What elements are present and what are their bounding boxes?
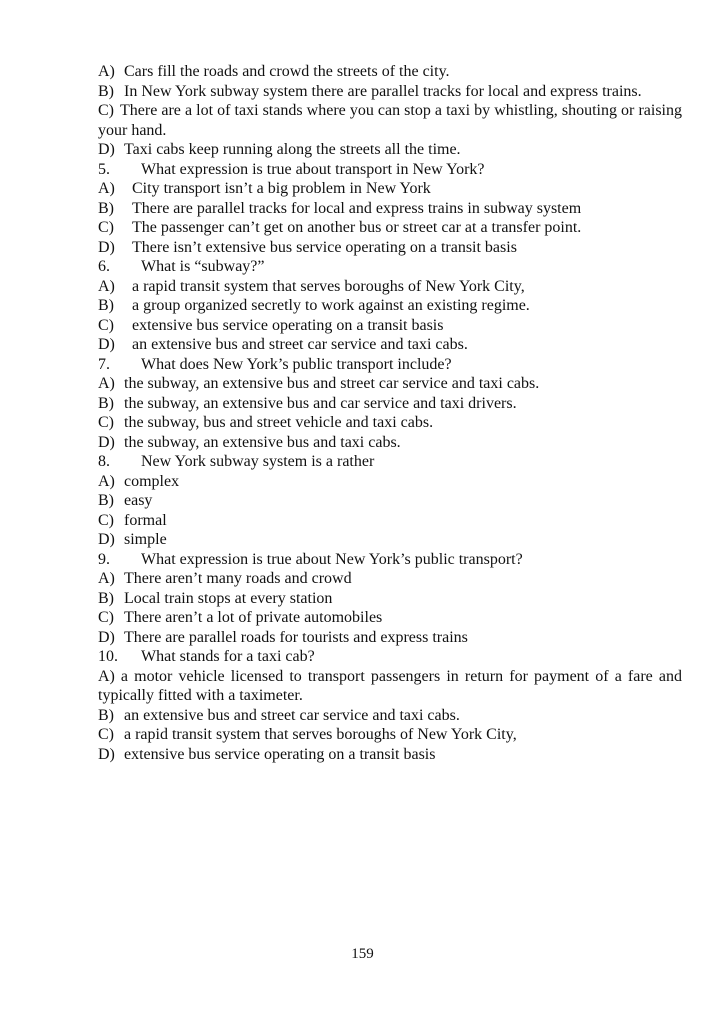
option-text: a motor vehicle licensed to transport passengers in return for payment of a fare and typically fitted with a taximeter. [98, 667, 682, 704]
q6-option-c [98, 316, 682, 336]
question-number: 6. [98, 258, 110, 275]
question-text: What does New York’s public transport include? [141, 355, 452, 373]
option-text: There isn’t extensive bus service operating on a transit basis [132, 238, 517, 256]
question-7 [98, 355, 682, 375]
document-body [98, 62, 682, 764]
q7-option-d [98, 433, 682, 453]
q5-option-c [98, 218, 682, 238]
q9-option-c [98, 608, 682, 628]
option-text: There are parallel roads for tourists and express trains [124, 628, 468, 646]
option-text: a rapid transit system that serves boroughs of New York City, [124, 726, 517, 743]
question-number: 7. [98, 355, 110, 373]
option-label: C) [98, 726, 114, 743]
option-text: simple [124, 531, 167, 548]
q8-option-b [98, 491, 682, 511]
option-text: There aren’t many roads and crowd [124, 570, 352, 587]
q9-option-a [98, 569, 682, 589]
option-label: D) [98, 433, 115, 451]
option-text: an extensive bus and street car service and taxi cabs. [124, 706, 460, 724]
option-text: City transport isn’t a big problem in New York [132, 180, 431, 197]
option-label: B) [98, 589, 114, 607]
question-10 [98, 647, 682, 667]
option-text: a group organized secretly to work against an existing regime. [132, 297, 530, 314]
q4-option-a [98, 62, 682, 82]
option-text: extensive bus service operating on a transit basis [124, 745, 436, 763]
option-label: C) [98, 414, 114, 431]
option-text: There are parallel tracks for local and express trains in subway system [132, 199, 582, 217]
option-label: C) [98, 316, 114, 334]
question-text: What expression is true about transport in New York? [141, 160, 485, 178]
question-text: What expression is true about New York’s public transport? [141, 550, 523, 568]
question-9 [98, 550, 682, 570]
q10-option-a [98, 667, 682, 706]
option-label: B) [98, 394, 114, 412]
option-text: The passenger can’t get on another bus or street car at a transfer point. [132, 219, 582, 236]
q5-option-a [98, 179, 682, 199]
q8-option-a [98, 472, 682, 492]
q7-option-a [98, 374, 682, 394]
question-text: New York subway system is a rather [141, 453, 375, 470]
option-label: D) [98, 336, 115, 353]
option-label: D) [98, 141, 115, 158]
q8-option-d [98, 530, 682, 550]
option-label: A) [98, 180, 115, 197]
q10-option-d [98, 745, 682, 765]
q9-option-d [98, 628, 682, 648]
option-label: C) [98, 102, 114, 119]
option-text: Taxi cabs keep running along the streets all the time. [124, 141, 461, 158]
question-number: 9. [98, 550, 110, 568]
option-text: There are a lot of taxi stands where you can stop a taxi by whistling, shouting or raising your hand. [98, 102, 682, 139]
option-label: A) [98, 570, 115, 587]
option-text: the subway, an extensive bus and taxi cabs. [124, 433, 401, 451]
option-text: In New York subway system there are parallel tracks for local and express trains. [124, 82, 642, 100]
question-number: 5. [98, 160, 110, 178]
option-text: Local train stops at every station [124, 589, 333, 607]
q4-option-d [98, 140, 682, 160]
option-text: complex [124, 472, 180, 490]
option-label: D) [98, 745, 115, 763]
q6-option-b [98, 296, 682, 316]
question-text: What is “subway?” [141, 258, 265, 275]
option-label: B) [98, 492, 114, 509]
question-6 [98, 257, 682, 277]
option-label: D) [98, 531, 115, 548]
question-8 [98, 452, 682, 472]
page-number: 159 [351, 946, 374, 962]
option-label: C) [98, 511, 114, 529]
option-label: A) [98, 63, 115, 80]
q9-option-b [98, 589, 682, 609]
q6-option-d [98, 335, 682, 355]
option-label: A) [98, 375, 115, 392]
q6-option-a [98, 277, 682, 297]
option-text: formal [124, 511, 167, 529]
option-label: C) [98, 609, 114, 626]
q10-option-b [98, 706, 682, 726]
option-text: extensive bus service operating on a transit basis [132, 316, 444, 334]
option-label: C) [98, 219, 114, 236]
option-label: A) [98, 667, 115, 685]
option-label: D) [98, 238, 115, 256]
question-text: What stands for a taxi cab? [141, 648, 315, 665]
option-label: B) [98, 82, 114, 100]
q5-option-d [98, 238, 682, 258]
question-5 [98, 160, 682, 180]
option-text: an extensive bus and street car service and taxi cabs. [132, 336, 468, 353]
q10-option-c [98, 725, 682, 745]
option-text: the subway, an extensive bus and street car service and taxi cabs. [124, 375, 540, 392]
option-text: Cars fill the roads and crowd the streets of the city. [124, 63, 450, 80]
q5-option-b [98, 199, 682, 219]
question-number: 10. [98, 648, 118, 665]
option-text: the subway, an extensive bus and car service and taxi drivers. [124, 394, 517, 412]
option-text: easy [124, 492, 153, 509]
option-label: B) [98, 297, 114, 314]
question-number: 8. [98, 453, 110, 470]
q4-option-b [98, 82, 682, 102]
option-label: B) [98, 199, 114, 217]
option-label: A) [98, 472, 115, 490]
option-label: D) [98, 628, 115, 646]
q4-option-c [98, 101, 682, 140]
q7-option-c [98, 413, 682, 433]
option-label: A) [98, 277, 115, 295]
q7-option-b [98, 394, 682, 414]
option-text: a rapid transit system that serves boroughs of New York City, [132, 277, 525, 295]
option-text: the subway, bus and street vehicle and taxi cabs. [124, 414, 434, 431]
q8-option-c [98, 511, 682, 531]
option-text: There aren’t a lot of private automobiles [124, 609, 383, 626]
option-label: B) [98, 706, 114, 724]
